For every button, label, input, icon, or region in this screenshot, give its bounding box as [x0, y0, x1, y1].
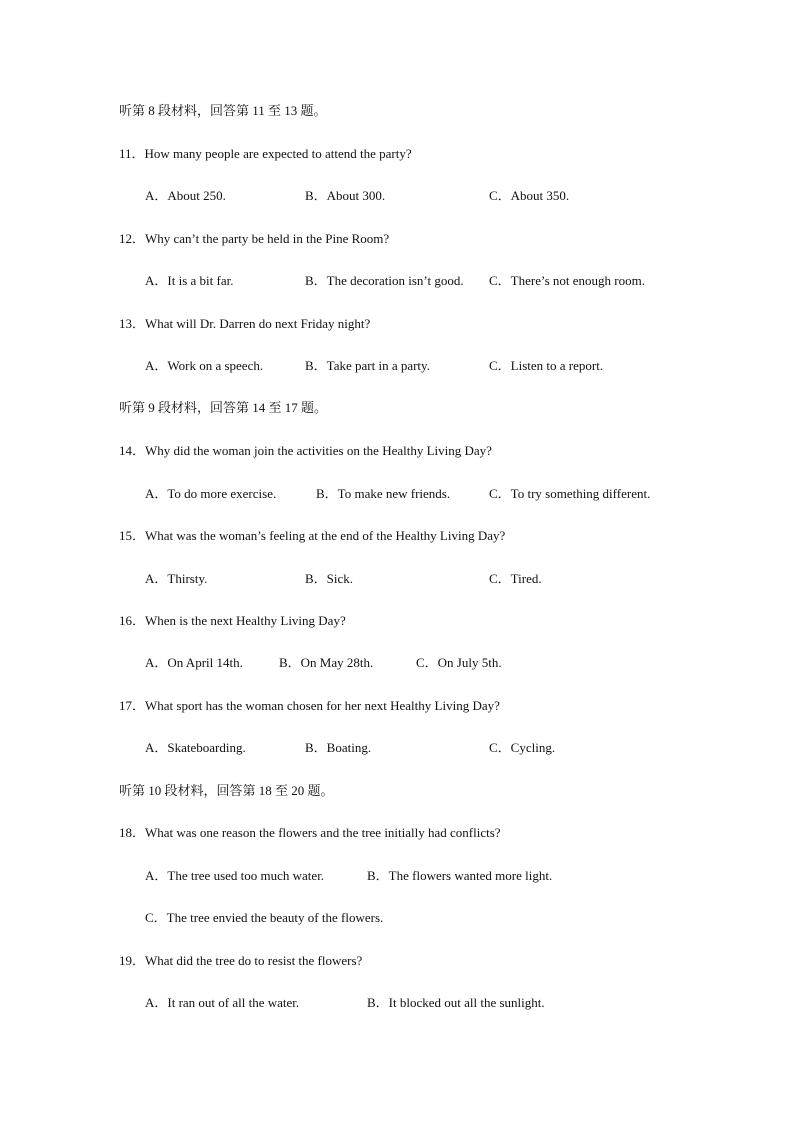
option-17-c: C．Cycling. — [489, 740, 556, 755]
option-16-c: C．On July 5th. — [416, 655, 502, 670]
question-18: 18．What was one reason the flowers and the tree initially had conflicts? — [119, 825, 501, 840]
option-17-b: B．Boating. — [305, 740, 372, 755]
option-14-b: B．To make new friends. — [316, 486, 451, 501]
option-13-a: A．Work on a speech. — [145, 358, 264, 373]
option-11-b: B．About 300. — [305, 188, 386, 203]
option-12-a: A．It is a bit far. — [145, 273, 234, 288]
option-18-c: C．The tree envied the beauty of the flowers. — [145, 910, 384, 925]
option-11-a: A．About 250. — [145, 188, 226, 203]
section-heading-9: 听第 9 段材料，回答第 14 至 17 题。 — [119, 400, 328, 415]
option-16-a: A．On April 14th. — [145, 655, 243, 670]
option-18-a: A．The tree used too much water. — [145, 868, 325, 883]
option-15-b: B．Sick. — [305, 571, 354, 586]
option-13-b: B．Take part in a party. — [305, 358, 430, 373]
question-17: 17．What sport has the woman chosen for her next Healthy Living Day? — [119, 698, 500, 713]
option-17-a: A．Skateboarding. — [145, 740, 246, 755]
question-12: 12．Why can’t the party be held in the Pine Room? — [119, 231, 390, 246]
option-15-c: C．Tired. — [489, 571, 542, 586]
option-18-b: B．The flowers wanted more light. — [367, 868, 553, 883]
question-11: 11．How many people are expected to attend the party? — [119, 146, 412, 161]
option-11-c: C．About 350. — [489, 188, 570, 203]
question-15: 15．What was the woman’s feeling at the end of the Healthy Living Day? — [119, 528, 506, 543]
question-19: 19．What did the tree do to resist the flowers? — [119, 953, 363, 968]
option-19-a: A．It ran out of all the water. — [145, 995, 300, 1010]
option-15-a: A．Thirsty. — [145, 571, 208, 586]
section-heading-8: 听第 8 段材料，回答第 11 至 13 题。 — [119, 103, 327, 118]
option-12-c: C．There’s not enough room. — [489, 273, 645, 288]
question-14: 14．Why did the woman join the activities on the Healthy Living Day? — [119, 443, 492, 458]
option-14-c: C．To try something different. — [489, 486, 651, 501]
option-19-b: B．It blocked out all the sunlight. — [367, 995, 545, 1010]
question-13: 13．What will Dr. Darren do next Friday night? — [119, 316, 371, 331]
question-16: 16．When is the next Healthy Living Day? — [119, 613, 346, 628]
section-heading-10: 听第 10 段材料，回答第 18 至 20 题。 — [119, 783, 334, 798]
option-14-a: A．To do more exercise. — [145, 486, 277, 501]
option-12-b: B．The decoration isn’t good. — [305, 273, 464, 288]
option-16-b: B．On May 28th. — [279, 655, 374, 670]
option-13-c: C．Listen to a report. — [489, 358, 604, 373]
